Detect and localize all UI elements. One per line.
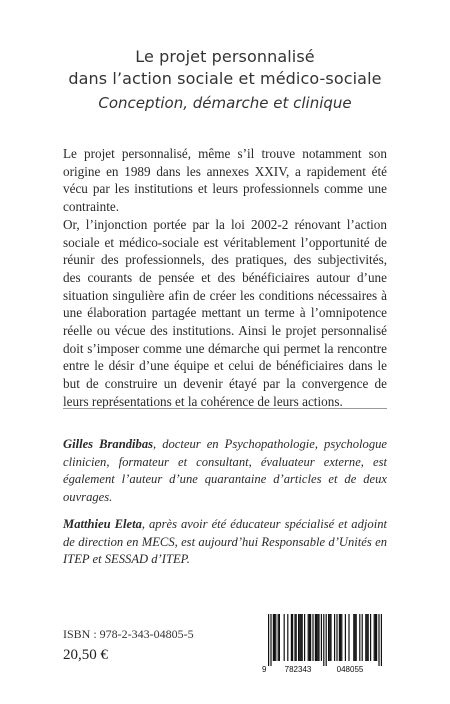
barcode-bar	[317, 614, 318, 661]
barcode-bars	[268, 614, 382, 666]
barcode-bar	[359, 614, 360, 661]
book-title	[0, 46, 450, 90]
author-name-2: Matthieu Eleta	[63, 517, 142, 531]
summary-text	[63, 145, 387, 411]
barcode-bar	[292, 614, 293, 661]
barcode-bar	[341, 614, 342, 661]
barcode-bar	[370, 614, 371, 661]
barcode-graphic	[258, 612, 390, 674]
price-label: 20,50 €	[63, 647, 108, 663]
book-subtitle: Conception, démarche et clinique	[98, 94, 352, 112]
barcode-bar	[378, 614, 379, 666]
barcode-bar	[330, 614, 331, 661]
author-name-1: Gilles Brandibas	[63, 437, 154, 451]
barcode-bar	[366, 614, 367, 661]
barcode-bar	[345, 614, 346, 661]
barcode-left-digits: 782343	[284, 665, 312, 674]
isbn-label: ISBN : 978-2-343-04805-5	[63, 627, 194, 641]
barcode-bar	[275, 614, 276, 661]
title-line-2: dans l’action sociale et médico-sociale	[68, 69, 382, 88]
barcode-bar	[315, 614, 316, 661]
barcode-bar	[273, 614, 274, 661]
barcode-bar	[310, 614, 311, 661]
barcode	[258, 612, 390, 674]
barcode-bar	[291, 614, 292, 661]
barcode-bar	[278, 614, 279, 661]
barcode-bar	[375, 614, 376, 661]
barcode-bar	[353, 614, 354, 661]
barcode-bar	[376, 614, 377, 661]
barcode-bar	[299, 614, 300, 661]
barcode-bar	[268, 614, 269, 666]
author-bio-1	[63, 436, 387, 506]
barcode-bar	[300, 614, 301, 661]
summary-paragraph-1: Le projet personnalisé, même s’il trouve notamment son origine en 1989 dans les annexes XXIV, a rapidement été vécu par les institutions et leurs professionnels comme une contrainte.	[63, 146, 387, 215]
barcode-right-digits: 048055	[336, 665, 364, 674]
barcode-bar	[321, 614, 322, 661]
barcode-bar	[365, 614, 366, 661]
title-line-1: Le projet personnalisé	[135, 47, 315, 66]
barcode-bar	[316, 614, 317, 661]
summary-paragraph-2: Or, l’injonction portée par la loi 2002-2 rénovant l’action sociale et médico-sociale est véritablement l’opportunité de réunir des professionnels, des pratiques, des subjectivités, des courants de pensée et des bénéficiaires autour d’une situation singulière afin de créer les conditions nécessaires à une élaboration partagée mettant un terme à l’omnipotence réelle ou vécue des institutions. Ainsi le projet personnalisé doit s’imposer comme une démarche qui permet la rencontre entre le désir d’une équipe et celui de bénéficiaires dans le but de construire un devenir étayé par la convergence de leurs représentations et la cohérence de leurs actions.	[63, 216, 387, 409]
barcode-bar	[308, 614, 309, 661]
barcode-bar	[381, 614, 382, 666]
barcode-bar	[374, 614, 375, 661]
barcode-bar	[336, 614, 337, 661]
barcode-bar	[362, 614, 363, 661]
barcode-bar	[334, 614, 335, 661]
barcode-bar	[356, 614, 357, 661]
barcode-bar	[328, 614, 329, 661]
barcode-bar	[304, 614, 305, 661]
barcode-bar	[302, 614, 303, 661]
barcode-bar	[284, 614, 285, 661]
barcode-bar	[296, 614, 297, 661]
barcode-bar	[298, 614, 299, 661]
barcode-bar	[329, 614, 330, 661]
barcode-bar	[368, 614, 369, 661]
barcode-bar	[287, 614, 288, 661]
barcode-bar	[340, 614, 341, 661]
author-bio-text-1: , docteur en Psychopathologie, psychologue clinicien, formateur et consultant, évaluateur externe, est également l’auteur d’une quarantaine d’articles et de deux ouvrages.	[63, 437, 387, 504]
author-bio-text-2: , après avoir été éducateur spécialisé et adjoint de direction en MECS, est aujourd’hui Responsable d’Unités en ITEP et SESSAD d’ITEP.	[63, 517, 387, 567]
barcode-bar	[323, 614, 324, 666]
barcode-bar	[348, 614, 349, 661]
barcode-bar	[312, 614, 313, 661]
barcode-bar	[339, 614, 340, 661]
barcode-bar	[294, 614, 295, 661]
author-bio-2	[63, 516, 387, 569]
barcode-bar	[354, 614, 355, 661]
section-divider	[63, 408, 387, 409]
barcode-bar	[318, 614, 319, 661]
barcode-bar	[326, 614, 327, 666]
barcode-bar	[270, 614, 271, 666]
barcode-bar	[279, 614, 280, 661]
barcode-first-digit: 9	[262, 665, 267, 674]
barcode-bar	[309, 614, 310, 661]
barcode-bar	[274, 614, 275, 661]
